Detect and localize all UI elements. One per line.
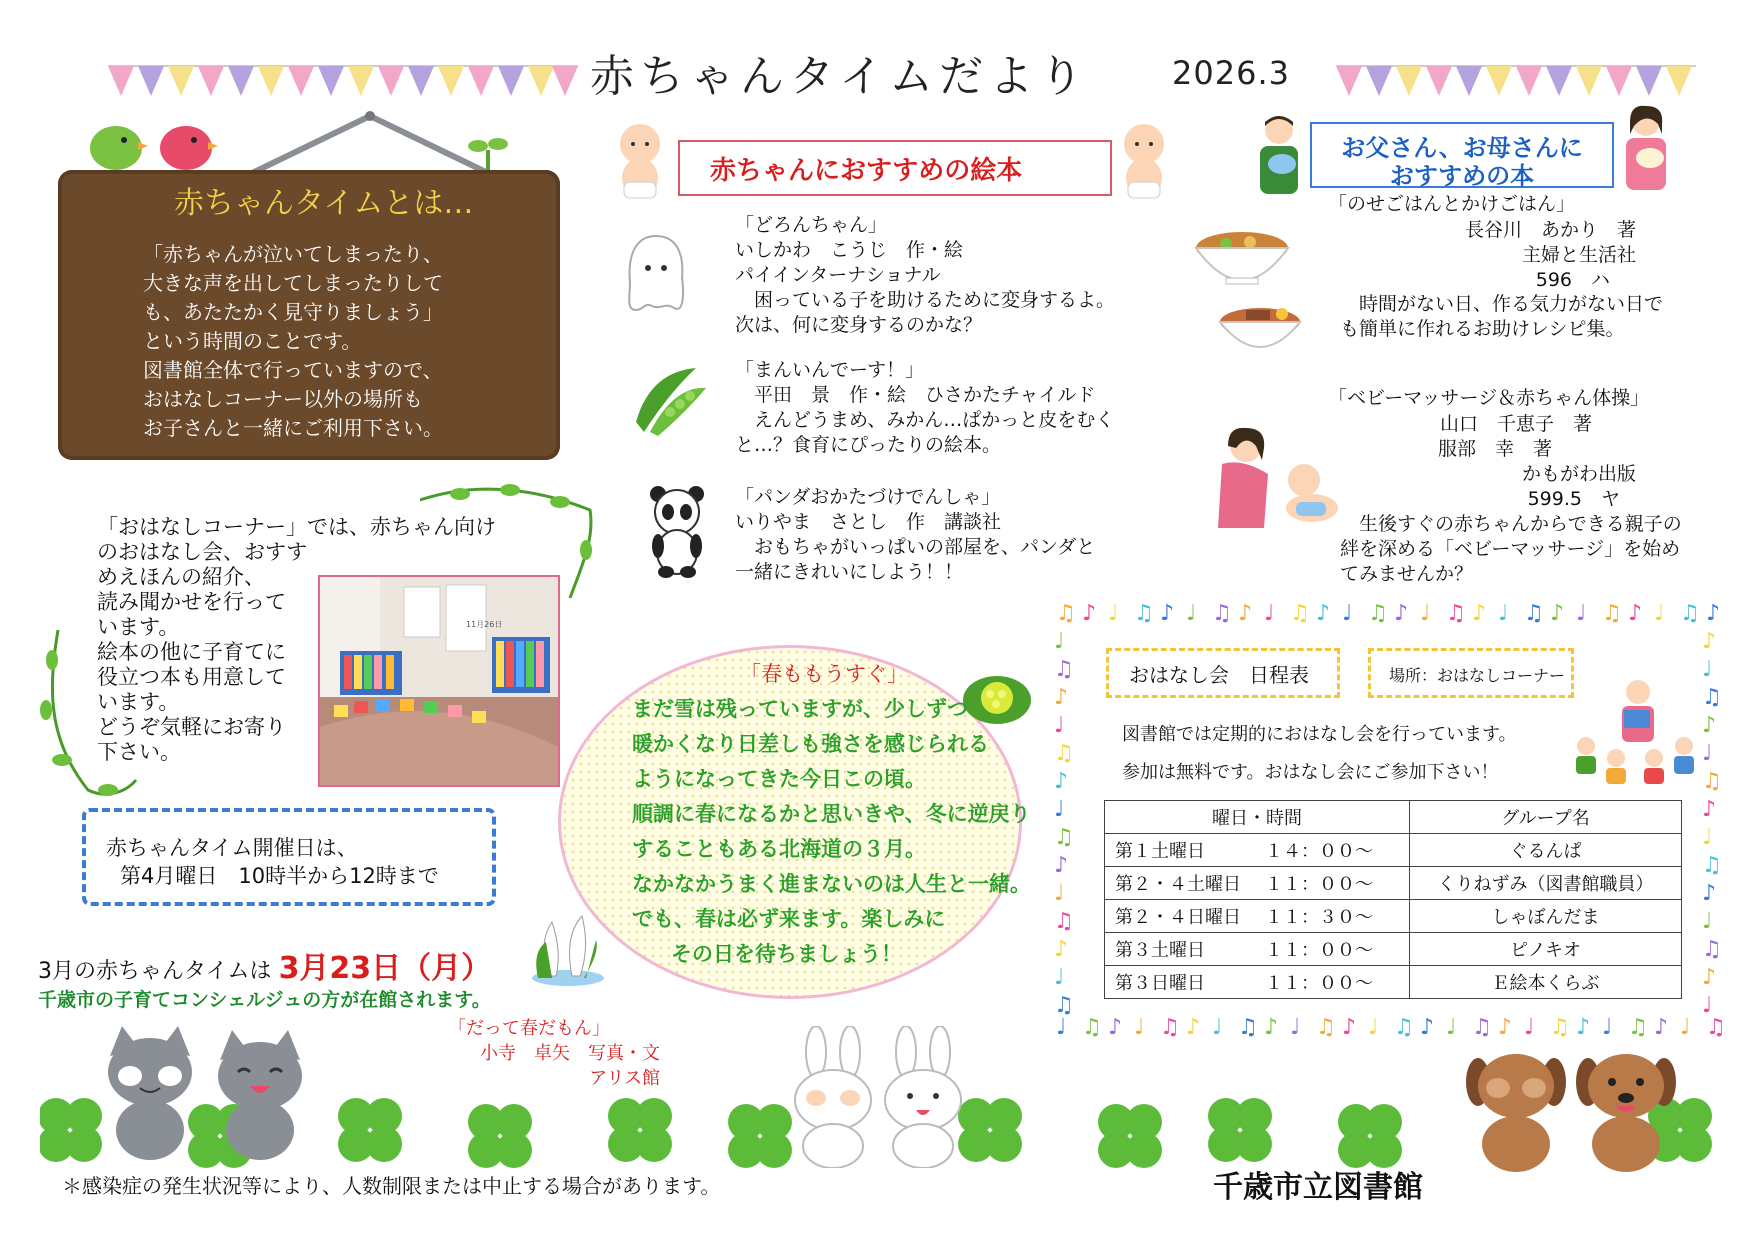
ghost-icon (622, 232, 690, 316)
row-time: １４：００～ (1265, 841, 1373, 862)
schedule-line: 第4月曜日 10時半から12時まで (120, 864, 439, 888)
about-line: という時間のことです。 (143, 329, 362, 353)
dog-icon (1576, 1048, 1676, 1172)
music-note-icon: ♪ (1654, 1015, 1669, 1040)
rabbit-icon (880, 1026, 966, 1168)
row-time: １１：００～ (1265, 940, 1373, 961)
book-title: 「のせごはんとかけごはん」 (1328, 193, 1576, 215)
about-line: も、あたたかく見守りましょう」 (143, 300, 443, 324)
music-note-icon: ♪ (1054, 937, 1069, 962)
clover-icon (1338, 1104, 1402, 1168)
music-note-icon: ♫ (1550, 1015, 1570, 1040)
book-publisher: かもがわ出版 (1521, 463, 1636, 485)
music-note-icon: ♩ (1290, 1015, 1301, 1040)
storytime-intro-line: 図書館では定期的におはなし会を行っています。 (1122, 724, 1517, 745)
music-note-icon: ♩ (1056, 1015, 1067, 1040)
clover-icon (958, 1098, 1022, 1162)
music-note-icon: ♫ (1702, 769, 1722, 794)
music-note-icon: ♩ (1186, 601, 1197, 626)
red-bird-icon (156, 112, 218, 172)
table-row (1105, 834, 1682, 867)
music-note-icon: ♪ (1702, 881, 1717, 906)
picture-book-item (735, 213, 1115, 338)
parent-book-meta (1346, 412, 1636, 512)
music-note-icon: ♪ (1702, 713, 1717, 738)
music-note-icon: ♩ (1702, 741, 1713, 766)
board-hanger-icon (240, 110, 500, 176)
corner-line: 絵本の他に子育てに (97, 640, 286, 664)
music-note-icon: ♩ (1134, 1015, 1145, 1040)
bunting-right (1336, 64, 1696, 98)
march-announcement (38, 943, 491, 987)
book-author: 山口 千恵子 著 (1439, 413, 1592, 435)
table-row (1105, 900, 1682, 933)
music-note-icon: ♪ (1264, 1015, 1279, 1040)
music-note-icon: ♪ (1628, 601, 1643, 626)
table-cell-day-time (1105, 834, 1410, 867)
table-cell-day-time (1105, 966, 1410, 999)
corner-line: います。 (97, 615, 180, 639)
music-note-icon: ♩ (1342, 601, 1353, 626)
table-cell-day-time (1105, 867, 1410, 900)
mother-massage-icon (1212, 424, 1344, 532)
row-day: 第２・４日曜日 (1115, 907, 1241, 928)
music-note-icon: ♪ (1082, 601, 1097, 626)
music-note-icon: ♪ (1498, 1015, 1513, 1040)
music-note-icon: ♫ (1054, 993, 1074, 1018)
parent-book-meta (1346, 218, 1636, 293)
music-note-icon: ♫ (1290, 601, 1310, 626)
corner-line: どうぞ気軽にお寄り (97, 715, 286, 739)
spring-line: なかなかうまく進まないのは人生と一緒。 (632, 872, 1031, 896)
corner-line: 「おはなしコーナー」では、赤ちゃん向け (97, 515, 496, 539)
storytime-table (1104, 800, 1682, 999)
photo-caption: 11月26日 (466, 620, 503, 629)
book-line: 生後すぐの赤ちゃんからできる親子の (1340, 513, 1682, 535)
book-title: 「ベビーマッサージ＆赤ちゃん体操」 (1328, 387, 1650, 409)
row-group: ピノキオ (1410, 933, 1682, 966)
cat-icon (100, 1026, 200, 1160)
storytime-title: おはなし会 日程表 (1129, 663, 1309, 687)
spring-line: 順調に春になるかと思いきや、冬に逆戻り (632, 802, 1031, 826)
music-note-icon: ♪ (1420, 1015, 1435, 1040)
book-call-number: 596 ハ (1535, 269, 1610, 291)
storytime-intro-line: 参加は無料です。おはなし会にご参加下さい！ (1122, 762, 1499, 783)
book-publisher: 主婦と生活社 (1521, 244, 1636, 266)
music-note-icon: ♩ (1054, 797, 1065, 822)
spring-book-author: 小寺 卓矢 写真・文 (480, 1043, 660, 1064)
clover-icon (1208, 1098, 1272, 1162)
music-note-icon: ♪ (1160, 601, 1175, 626)
music-note-icon: ♩ (1054, 629, 1065, 654)
footer-note: ＊感染症の発生状況等により、人数制限または中止する場合があります。 (62, 1174, 721, 1198)
music-note-icon: ♩ (1654, 601, 1665, 626)
music-note-icon: ♫ (1706, 1015, 1726, 1040)
book-call-number: 599.5 ヤ (1527, 488, 1620, 510)
music-note-icon: ♫ (1054, 657, 1074, 682)
table-row (1105, 867, 1682, 900)
music-note-icon: ♩ (1702, 909, 1713, 934)
music-note-icon: ♩ (1702, 825, 1713, 850)
book-author: 服部 幸 著 (1437, 438, 1552, 460)
music-note-icon: ♫ (1238, 1015, 1258, 1040)
clover-icon (40, 1098, 102, 1162)
clover-icon (728, 1104, 792, 1168)
picture-books-heading (678, 140, 1112, 196)
sprout-icon (468, 130, 508, 174)
music-note-icon: ♫ (1702, 685, 1722, 710)
spring-line: まだ雪は残っていますが、少しずつ (632, 697, 968, 721)
rabbit-icon (790, 1026, 876, 1168)
row-group: ぐるんぱ (1410, 834, 1682, 867)
row-group: くりねずみ（図書館職員） (1410, 867, 1682, 900)
music-note-icon: ♫ (1160, 1015, 1180, 1040)
picture-book-item (735, 358, 1114, 458)
library-name: 千歳市立図書館 (1213, 1170, 1423, 1205)
green-bird-icon (86, 112, 148, 172)
about-line: おはなしコーナー以外の場所も (143, 387, 423, 411)
corner-line: います。 (97, 690, 180, 714)
concierge-note: 千歳市の子育てコンシェルジュの方が在館されます。 (38, 989, 491, 1011)
table-row (1105, 933, 1682, 966)
music-note-icon: ♪ (1702, 629, 1717, 654)
table-header: グループ名 (1410, 801, 1682, 834)
spring-line: することもある北海道の３月。 (632, 837, 926, 861)
about-line: 大きな声を出してしまったりして (143, 271, 443, 295)
music-note-icon: ♪ (1108, 1015, 1123, 1040)
schedule-box (82, 808, 496, 906)
music-note-icon: ♩ (1420, 601, 1431, 626)
book-line: 一緒にきれいにしよう！！ (735, 561, 964, 583)
book-title: 「パンダおかたづけでんしゃ」 (735, 486, 1001, 508)
music-note-icon: ♪ (1316, 601, 1331, 626)
music-note-icon: ♫ (1628, 1015, 1648, 1040)
table-cell-day-time (1105, 933, 1410, 966)
baby-icon (608, 120, 672, 206)
music-note-icon: ♫ (1702, 853, 1722, 878)
music-note-icon: ♩ (1054, 965, 1065, 990)
music-note-icon: ♫ (1212, 601, 1232, 626)
book-line: 平田 景 作・絵 ひさかたチャイルド (735, 384, 1096, 406)
music-note-icon: ♫ (1702, 937, 1722, 962)
music-note-icon: ♪ (1706, 601, 1721, 626)
spring-book-title: 「だって春だもん」 (448, 1018, 610, 1039)
music-note-icon: ♩ (1446, 1015, 1457, 1040)
music-note-icon: ♫ (1082, 1015, 1102, 1040)
row-time: １１：００～ (1265, 973, 1373, 994)
spring-line: 暖かくなり日差しも強さを感じられる (632, 732, 989, 756)
book-line: てみませんか？ (1340, 563, 1474, 585)
clover-icon (338, 1098, 402, 1162)
storytime-intro (1122, 716, 1517, 792)
book-line: えんどうまめ、みかん…ぱかっと皮をむく (735, 409, 1115, 431)
music-note-icon: ♪ (1238, 601, 1253, 626)
corner-line: 役立つ本も用意して (97, 665, 286, 689)
music-note-icon: ♫ (1394, 1015, 1414, 1040)
book-line: と…？食育にぴったりの絵本。 (735, 434, 1002, 456)
music-note-icon: ♪ (1054, 853, 1069, 878)
storytime-place: 場所：おはなしコーナー (1389, 666, 1566, 685)
music-note-icon: ♩ (1602, 1015, 1613, 1040)
picture-books-heading-text: 赤ちゃんにおすすめの絵本 (710, 156, 1023, 186)
corner-photo (318, 575, 560, 787)
row-day: 第３日曜日 (1115, 973, 1205, 994)
row-group: Ｅ絵本くらぶ (1410, 966, 1682, 999)
music-note-icon: ♫ (1316, 1015, 1336, 1040)
row-group: しゃぼんだま (1410, 900, 1682, 933)
picture-book-item (735, 485, 1095, 585)
table-row (1105, 966, 1682, 999)
row-day: 第２・４土曜日 (1115, 874, 1241, 895)
father-baby-icon (1252, 112, 1306, 196)
panda-icon (646, 484, 708, 578)
table-header-row (1105, 801, 1682, 834)
clover-icon (608, 1098, 672, 1162)
book-line: も簡単に作れるお助けレシピ集。 (1340, 318, 1625, 340)
music-note-icon: ♪ (1472, 601, 1487, 626)
music-note-icon: ♫ (1054, 741, 1074, 766)
music-note-icon: ♩ (1498, 601, 1509, 626)
music-note-icon: ♩ (1108, 601, 1119, 626)
parent-books-heading (1310, 122, 1614, 188)
book-title: 「どろんちゃん」 (735, 214, 888, 236)
issue-date: 2026.3 (1172, 54, 1290, 92)
music-note-icon: ♪ (1550, 601, 1565, 626)
music-note-icon: ♩ (1054, 713, 1065, 738)
music-note-icon: ♪ (1702, 797, 1717, 822)
music-note-icon: ♫ (1054, 909, 1074, 934)
about-text (143, 240, 543, 443)
storytime-title-box (1106, 648, 1340, 698)
storyteller-icon (1572, 676, 1698, 786)
dog-icon (1466, 1048, 1566, 1172)
music-note-icon: ♫ (1368, 601, 1388, 626)
music-note-icon: ♫ (1054, 825, 1074, 850)
baby-icon (1112, 120, 1176, 206)
music-note-icon: ♪ (1054, 685, 1069, 710)
parent-book-item (1328, 192, 1575, 217)
music-note-icon: ♫ (1056, 601, 1076, 626)
spring-line: でも、春は必ず来ます。楽しみに (632, 907, 946, 931)
clover-icon (468, 1104, 532, 1168)
row-time: １１：００～ (1265, 874, 1373, 895)
book-title: 「まんいんでーす！」 (735, 359, 925, 381)
music-note-icon: ♩ (1054, 881, 1065, 906)
corner-line: 読み聞かせを行って (97, 590, 286, 614)
row-time: １１：３０～ (1265, 907, 1373, 928)
march-date: 3月23日（月） (278, 951, 492, 986)
mother-baby-icon (1616, 104, 1676, 194)
table-header: 曜日・時間 (1105, 801, 1410, 834)
march-prefix: 3月の赤ちゃんタイムは (38, 959, 272, 984)
clover-icon (1098, 1104, 1162, 1168)
about-line: お子さんと一緒にご利用下さい。 (143, 416, 443, 440)
bunting-left (108, 64, 578, 98)
music-note-icon: ♩ (1702, 657, 1713, 682)
music-note-icon: ♩ (1264, 601, 1275, 626)
book-line: パイインターナショナル (735, 264, 941, 286)
music-note-icon: ♪ (1054, 769, 1069, 794)
about-title: 赤ちゃんタイムとは… (174, 186, 474, 221)
music-note-icon: ♪ (1576, 1015, 1591, 1040)
book-line: おもちゃがいっぱいの部屋を、パンダと (735, 536, 1096, 558)
music-note-icon: ♪ (1394, 601, 1409, 626)
schedule-line: 赤ちゃんタイム開催日は、 (106, 836, 358, 860)
book-line: 絆を深める「ベビーマッサージ」を始め (1340, 538, 1681, 560)
parent-book-desc (1340, 292, 1663, 342)
storytime-place-box (1368, 648, 1574, 698)
music-note-icon: ♩ (1702, 993, 1713, 1018)
book-author: 長谷川 あかり 著 (1464, 219, 1636, 241)
skunk-cabbage-icon (528, 912, 608, 988)
music-note-icon: ♫ (1602, 601, 1622, 626)
music-note-icon: ♫ (1524, 601, 1544, 626)
row-day: 第１土曜日 (1115, 841, 1205, 862)
book-line: いしかわ こうじ 作・絵 (735, 239, 964, 261)
page-title: 赤ちゃんタイムだより (590, 51, 1090, 102)
music-note-icon: ♪ (1186, 1015, 1201, 1040)
about-line: 図書館全体で行っていますので、 (143, 358, 443, 382)
row-day: 第３土曜日 (1115, 940, 1205, 961)
corner-line: めえほんの紹介、 (97, 565, 265, 589)
peas-icon (630, 362, 710, 438)
music-note-icon: ♩ (1576, 601, 1587, 626)
corner-line: 下さい。 (97, 740, 181, 764)
music-note-icon: ♫ (1446, 601, 1466, 626)
parent-heading-line: お父さん、お母さんに (1341, 134, 1583, 162)
music-note-icon: ♫ (1680, 601, 1700, 626)
music-note-icon: ♩ (1524, 1015, 1535, 1040)
cat-icon (210, 1030, 310, 1160)
corner-line: のおはなし会、おすす (97, 540, 308, 564)
parent-heading-line: おすすめの本 (1389, 162, 1535, 190)
parent-book-desc (1340, 512, 1682, 587)
rice-bowl-icon (1190, 212, 1302, 362)
book-line: 困っている子を助けるために変身するよ。 (735, 289, 1116, 311)
book-line: いりやま さとし 作 講談社 (735, 511, 1002, 533)
music-note-icon: ♪ (1702, 965, 1717, 990)
music-note-icon: ♪ (1342, 1015, 1357, 1040)
music-note-icon: ♩ (1368, 1015, 1379, 1040)
spring-title: 「春ももうすぐ」 (740, 662, 908, 686)
about-line: 「赤ちゃんが泣いてしまったり、 (143, 242, 443, 266)
spring-line: ようになってきた今日この頃。 (632, 767, 926, 791)
music-note-icon: ♫ (1472, 1015, 1492, 1040)
music-note-icon: ♩ (1680, 1015, 1691, 1040)
spring-text (632, 692, 1031, 972)
spring-book-publisher: アリス館 (589, 1068, 660, 1089)
music-note-icon: ♫ (1134, 601, 1154, 626)
table-cell-day-time (1105, 900, 1410, 933)
spring-line: その日を待ちましょう！ (650, 942, 902, 966)
book-line: 次は、何に変身するのかな？ (735, 314, 983, 336)
parent-book-item (1328, 386, 1649, 411)
music-note-icon: ♩ (1212, 1015, 1223, 1040)
book-line: 時間がない日、作る気力がない日で (1340, 293, 1664, 315)
